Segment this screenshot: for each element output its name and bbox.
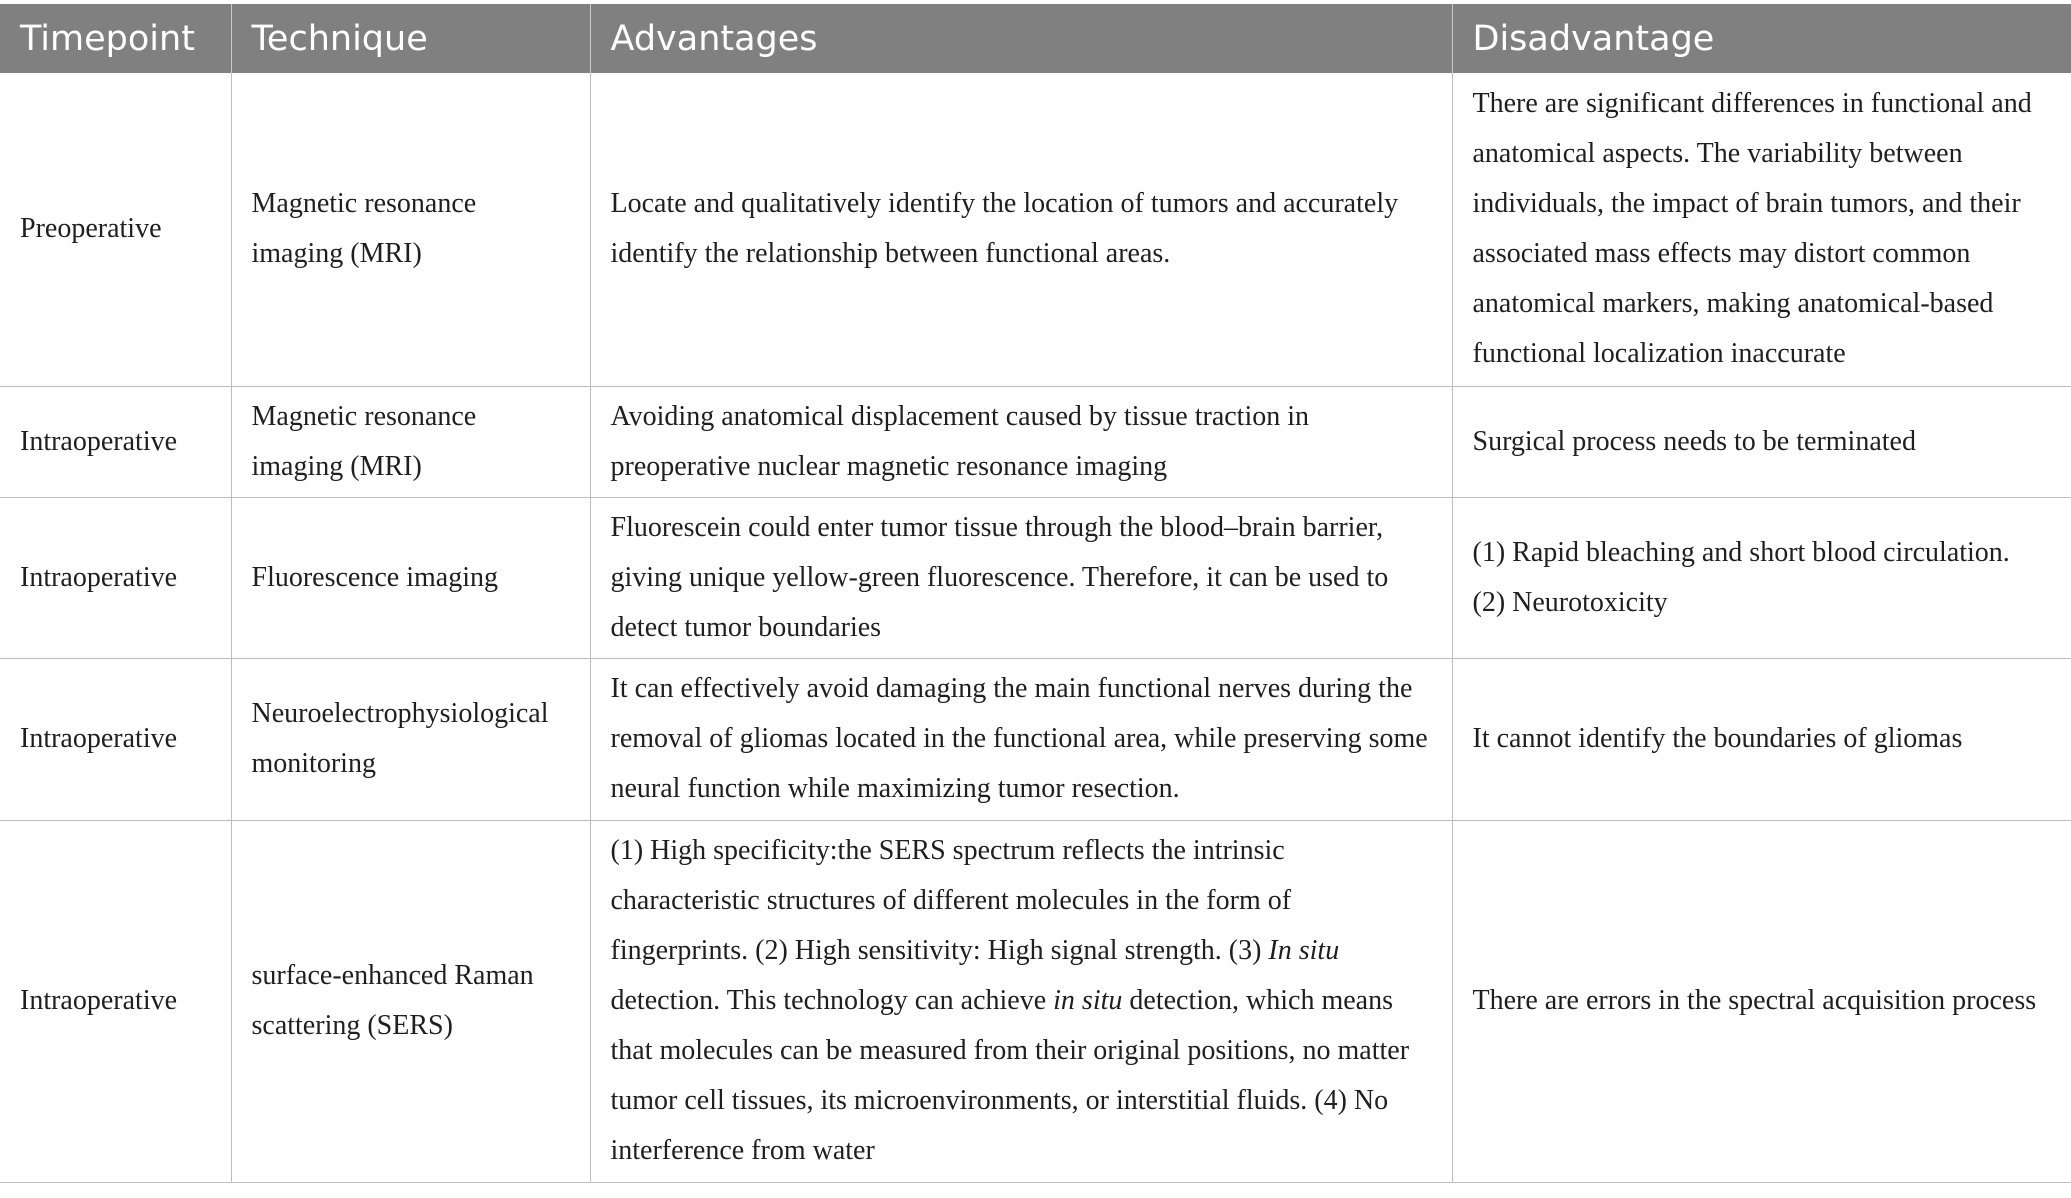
table-header	[0, 4, 2071, 73]
comparison-table-container	[0, 4, 2071, 1183]
table-row	[0, 386, 2071, 497]
cell-timepoint: Preoperative	[0, 73, 231, 386]
table-row	[0, 497, 2071, 658]
cell-timepoint: Intraoperative	[0, 658, 231, 820]
cell-disadvantage: There are errors in the spectral acquisition process	[1452, 820, 2071, 1182]
cell-timepoint: Intraoperative	[0, 497, 231, 658]
advantages-text: detection. This technology can achieve	[610, 985, 1054, 1016]
header-advantages: Advantages	[590, 4, 1452, 73]
header-timepoint: Timepoint	[0, 4, 231, 73]
header-technique: Technique	[231, 4, 590, 73]
table-row	[0, 820, 2071, 1182]
cell-timepoint: Intraoperative	[0, 820, 231, 1182]
advantages-italic-text: In situ	[1268, 935, 1340, 966]
cell-disadvantage	[1452, 497, 2071, 658]
cell-advantages: Avoiding anatomical displacement caused by tissue traction in preoperative nuclear magnetic resonance imaging	[590, 386, 1452, 497]
comparison-table	[0, 4, 2071, 1183]
cell-technique: Fluorescence imaging	[231, 497, 590, 658]
cell-timepoint: Intraoperative	[0, 386, 231, 497]
cell-advantages: Fluorescein could enter tumor tissue through the blood–brain barrier, giving unique yellow-green fluorescence. Therefore, it can be used to detect tumor boundaries	[590, 497, 1452, 658]
disadvantage-line: (1) Rapid bleaching and short blood circulation.	[1472, 536, 2010, 568]
table-row	[0, 73, 2071, 386]
cell-technique: surface-enhanced Raman scattering (SERS)	[231, 820, 590, 1182]
advantages-italic-text: in situ	[1053, 985, 1123, 1016]
cell-disadvantage: There are significant differences in functional and anatomical aspects. The variability between individuals, the impact of brain tumors, and their associated mass effects may distort common anatomical markers, making anatomical-based functional localization inaccurate	[1452, 73, 2071, 386]
advantages-text: (1) High specificity:the SERS spectrum reflects the intrinsic characteristic structures of different molecules in the form of fingerprints. (2) High sensitivity: High signal strength. (3)	[610, 835, 1292, 966]
table-body	[0, 73, 2071, 1182]
header-row	[0, 4, 2071, 73]
cell-technique: Magnetic resonance imaging (MRI)	[231, 386, 590, 497]
cell-disadvantage: Surgical process needs to be terminated	[1452, 386, 2071, 497]
cell-technique: Neuroelectrophysiological monitoring	[231, 658, 590, 820]
header-disadvantage: Disadvantage	[1452, 4, 2071, 73]
table-row	[0, 658, 2071, 820]
cell-disadvantage: It cannot identify the boundaries of gliomas	[1452, 658, 2071, 820]
disadvantage-line: (2) Neurotoxicity	[1472, 586, 1668, 618]
cell-technique: Magnetic resonance imaging (MRI)	[231, 73, 590, 386]
cell-advantages: It can effectively avoid damaging the main functional nerves during the removal of gliomas located in the functional area, while preserving some neural function while maximizing tumor resection.	[590, 658, 1452, 820]
cell-advantages	[590, 820, 1452, 1182]
advantages-text: detection, which means that molecules can be measured from their original positions, no matter tumor cell tissues, its microenvironments, or interstitial fluids. (4) No interference from water	[610, 985, 1410, 1166]
cell-advantages: Locate and qualitatively identify the location of tumors and accurately identify the relationship between functional areas.	[590, 73, 1452, 386]
